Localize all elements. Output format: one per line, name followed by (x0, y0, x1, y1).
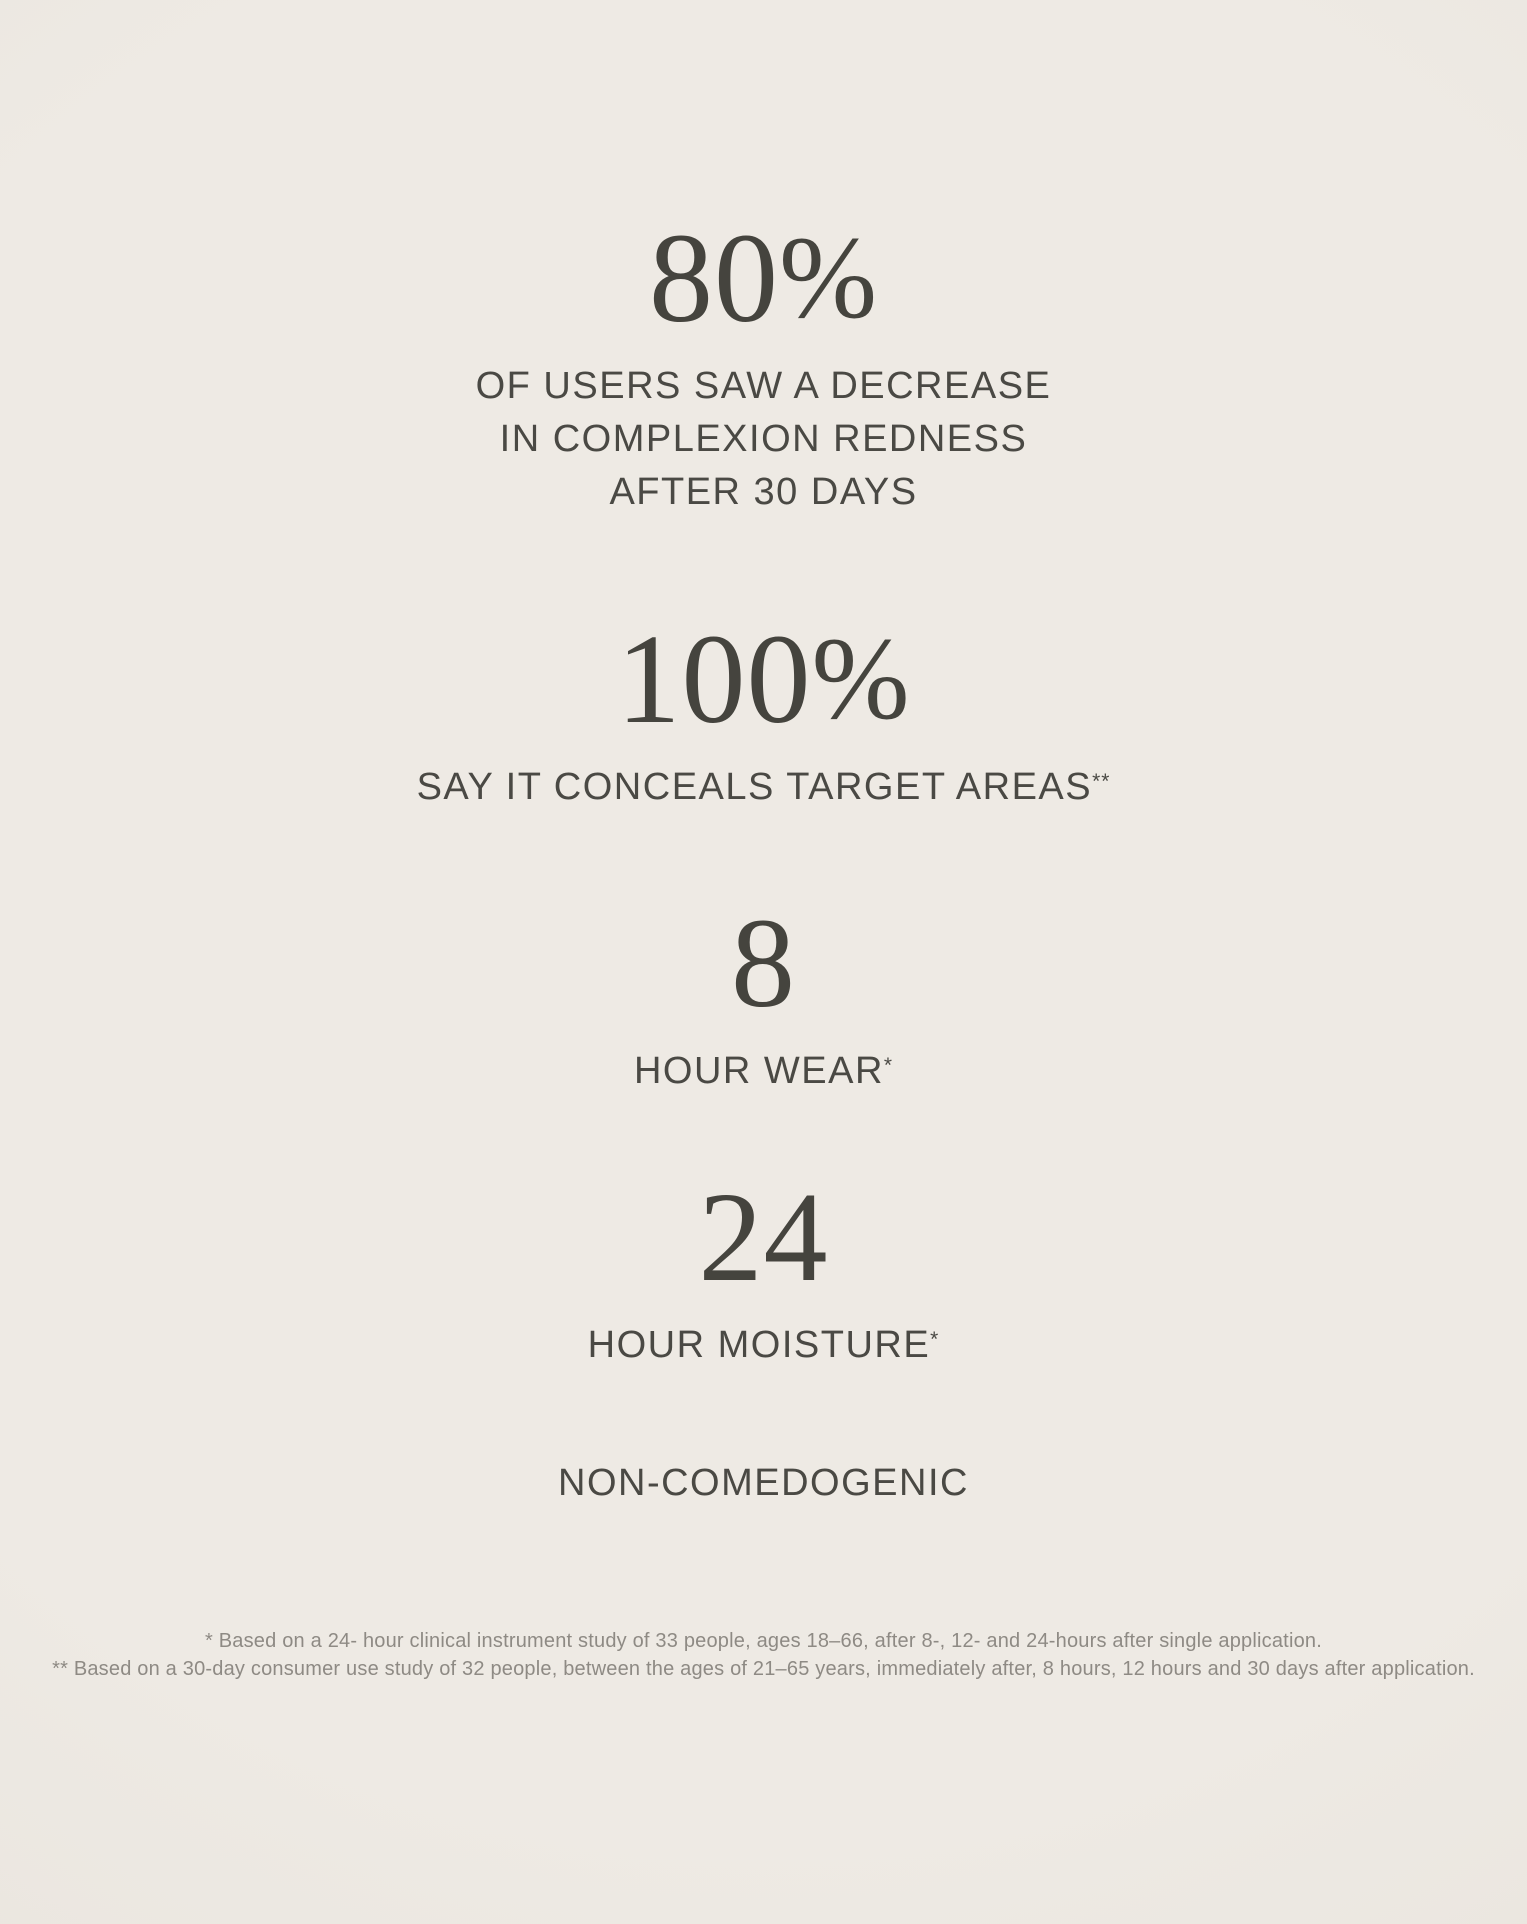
stat-claim-line (634, 1045, 893, 1098)
stat-claim (417, 761, 1111, 814)
stat-claim-text: HOUR WEAR (633, 1049, 884, 1092)
stat-value (476, 207, 1052, 349)
footnote-marker: * (883, 1053, 894, 1077)
stat-conceals-target-areas (416, 607, 1111, 814)
claim-non-comedogenic (558, 1457, 969, 1510)
stat-claim-line (588, 1319, 940, 1372)
footnote-double-asterisk: ** Based on a 30-day consumer use study of 32 people, between the ages of 21–65 years, immediately after, 8 hours, 12 hours and 30 days after application. (52, 1657, 1475, 1680)
stat-number-text: 100 (616, 607, 812, 750)
stat-number-text: 80 (648, 207, 779, 349)
stat-claim-line: OF USERS SAW A DECREASE (475, 365, 1052, 407)
stat-value (417, 607, 1111, 750)
stat-claim-line: AFTER 30 DAYS (609, 471, 918, 514)
stat-number-text: 24 (698, 1165, 829, 1308)
footnote-single-asterisk: * Based on a 24- hour clinical instrument study of 33 people, ages 18–66, after 8-, 12- and 24-hours after single application. (205, 1630, 1322, 1653)
footnote-marker: ** (1092, 769, 1111, 793)
stat-value (634, 891, 893, 1034)
stat-claim-line: IN COMPLEXION REDNESS (499, 418, 1028, 461)
stat-claim-line (417, 761, 1111, 814)
footnotes (9, 1628, 1519, 1683)
stat-complexion-redness (475, 207, 1052, 520)
stat-hour-moisture (587, 1165, 940, 1372)
percent-sign: % (811, 614, 911, 745)
stat-claim (476, 360, 1052, 520)
stat-claim (558, 1457, 969, 1510)
percent-sign: % (778, 213, 879, 344)
stat-hour-wear (633, 891, 894, 1098)
stat-claim (588, 1319, 940, 1372)
stat-value (588, 1165, 940, 1308)
stat-claim-text: HOUR MOISTURE (587, 1323, 931, 1366)
stat-claim (634, 1045, 893, 1098)
stat-claim-text: SAY IT CONCEALS TARGET AREAS (416, 765, 1093, 808)
stat-number-text: 8 (731, 891, 796, 1034)
footnote-marker: * (930, 1328, 940, 1352)
stat-claim-line: NON-COMEDOGENIC (558, 1462, 969, 1505)
